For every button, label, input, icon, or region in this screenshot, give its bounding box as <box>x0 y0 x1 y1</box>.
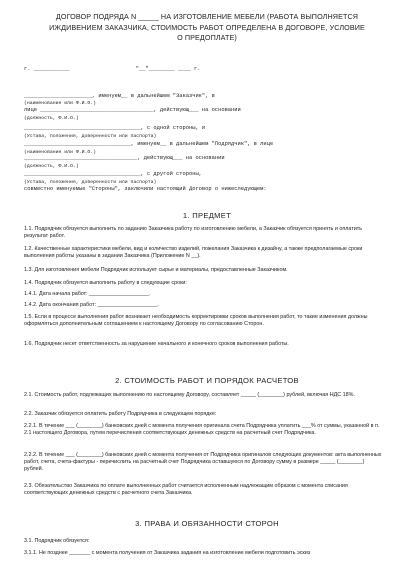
city-field: г. ___________ <box>24 66 70 72</box>
clause-2-1: 2.1. Стоимость работ, подлежащих выполнению по настоящему Договору, составляет _____ (________) рублей, включая НДС 18%. <box>24 392 355 398</box>
city-date-line <box>24 66 352 73</box>
title-line: ИЖДИВЕНИЕМ ЗАКАЗЧИКА, СТОИМОСТЬ РАБОТ ОПРЕДЕЛЕНА В ДОГОВОРЕ, УСЛОВИЕ <box>49 22 365 32</box>
section-heading: 3. ПРАВА И ОБЯЗАННОСТИ СТОРОН <box>135 519 279 528</box>
rep2-line: ___________________________________, действующ___ на основании <box>24 155 225 161</box>
rep-hint: (должность, Ф.И.О.) <box>24 116 79 121</box>
clause-2-2-1: 2.2.1. В течение ___ (________) банковских дней с момента получения оригинала счета Подрядчика уплатить ___% от суммы, указанной в п. 2.1 настоящего Договора, путем перечисления соответствующих денежных средств на расчетный счет Подрядчика. <box>24 423 380 437</box>
clause-1-2: 1.2. Качественные характеристики мебели, вид и количество изделий, пожелания Заказчика к дизайну, а также предполагаемые сроки выполнения работы указаны в задании Заказчика (Приложение N __). <box>24 246 363 260</box>
clause-1-4-1: 1.4.1. Дата начала работ: ____________________. <box>24 291 151 297</box>
basis2-hint: (Устава, положения, доверенности или паспорта) <box>24 180 157 185</box>
clause-2-2: 2.2. Заказчик обязуется оплатить работу Подрядчика в следующем порядке: <box>24 411 217 417</box>
rep2-hint: (должность, Ф.И.О.) <box>24 164 79 169</box>
clause-1-6: 1.6. Подрядчик несет ответственность за нарушение начального и конечного сроков выполнения работы. <box>24 341 289 347</box>
clause-3-1: 3.1. Подрядчик обязуется: <box>24 538 90 544</box>
title-line: О ПРЕДОПЛАТЕ) <box>177 33 237 42</box>
contractor-line: _________________________________, именуем__ в дальнейшем "Подрядчик", в лице <box>24 141 274 147</box>
clause-1-3: 1.3. Для изготовления мебели Подрядчик использует сырье и материалы, предоставленные Заказчиком. <box>24 267 288 273</box>
basis-hint: (Устава, положения, доверенности или паспорта) <box>24 134 157 139</box>
clause-2-3: 2.3. Обязательство Заказчика по оплате выполненных работ считается исполненным надлежащим образом с момента списания соответствующих денежных средств с расчетного счета Заказчика. <box>24 483 348 497</box>
section-heading: 2. СТОИМОСТЬ РАБОТ И ПОРЯДОК РАСЧЕТОВ <box>115 376 299 385</box>
rep-line: лице ___________________________________, действующ___ на основании <box>24 107 241 113</box>
together-line: совместно именуемые "Стороны", заключили настоящий Договор о нижеследующем: <box>24 186 267 192</box>
clause-1-4-2: 1.4.2. Дата окончания работ: ____________________. <box>24 302 159 308</box>
clause-3-1-1: 3.1.1. Не позднее _______ с момента получения от Заказчика задания на изготовление мебели подготовить эскиз <box>24 550 311 556</box>
document-title <box>22 12 392 44</box>
clause-1-5: 1.5. Если в процессе выполнения работ возникает необходимость корректировки сроков выполнения работ, то такие изменения должны оформляться дополнительным соглашением к настоящему Договору по согласованию Сторон. <box>24 314 368 328</box>
clause-1-4: 1.4. Подрядчик обязуется выполнить работу в следующие сроки: <box>24 280 187 286</box>
clause-2-2-2: 2.2.2. В течение ___ (________) банковских дней с момента получения от Подрядчика оригиналов следующих документов: акта выполненных работ, счета, счета-фактуры - перечислить на расчетный счет Подрядчика оставшуюся по Договору сумму в размере _____ (________) рублей. <box>24 452 382 473</box>
basis-line: ____________________________________, с одной стороны, и <box>24 125 206 131</box>
contractor-hint: (наименование или Ф.И.О.) <box>24 150 96 155</box>
section-heading: 1. ПРЕДМЕТ <box>182 211 232 220</box>
title-line: ДОГОВОР ПОДРЯДА N _____ НА ИЗГОТОВЛЕНИЕ МЕБЕЛИ (РАБОТА ВЫПОЛНЯЕТСЯ <box>55 12 359 21</box>
customer-line: _____________________, именуем__ в дальнейшем "Заказчик", в <box>24 93 215 99</box>
clause-1-1: 1.1. Подрядчик обязуется выполнить по заданию Заказчика работу по изготовлению мебели, а Заказчик обязуется принять и оплатить результат работ. <box>24 226 363 240</box>
customer-hint: (наименование или Ф.И.О.) <box>24 101 96 106</box>
basis2-line: ____________________________________, с другой стороны, <box>24 171 202 177</box>
date-field: "__"________ ____ г. <box>135 66 201 72</box>
